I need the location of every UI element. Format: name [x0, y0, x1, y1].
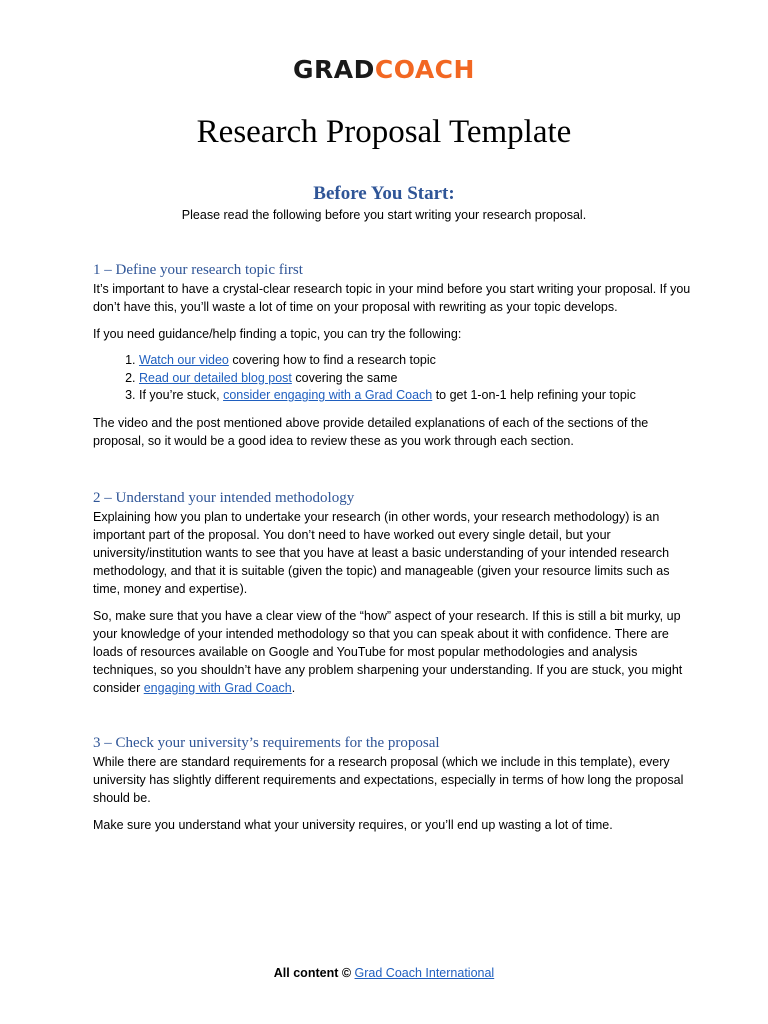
gradcoach-logo — [0, 56, 768, 84]
section-2-heading: 2 – Understand your intended methodology — [93, 489, 355, 506]
resource-list — [93, 352, 693, 405]
section-1-paragraph-2: If you need guidance/help finding a topic, you can try the following: — [93, 327, 462, 341]
section-3-paragraph-1: While there are standard requirements for a research proposal (which we include in this template), every university has slightly different requirements and expectations, especially in terms of how long the proposal should be. — [93, 754, 684, 805]
section-3-heading: 3 – Check your university’s requirements for the proposal — [93, 734, 440, 751]
blog-post-link[interactable]: Read our detailed blog post — [139, 370, 292, 385]
section-1-paragraph-3: The video and the post mentioned above provide detailed explanations of each of the sections of the proposal, so it would be a good idea to review these as you work through each section. — [93, 415, 649, 448]
section-2-paragraph-2: So, make sure that you have a clear view of the “how” aspect of your research. If this is still a bit murky, up your knowledge of your intended methodology so that you can speak about it with confidence. There are loads of resources available on Google and YouTube for most popular methodologies and analysis techniques, so you shouldn’t have any problem sharpening your understanding. If you are stuck, you might consider engaging with Grad Coach. — [93, 608, 683, 695]
logo-grad: GRAD — [293, 55, 375, 84]
section-3 — [93, 733, 693, 834]
document-body — [93, 260, 693, 843]
before-heading: Before You Start: — [313, 183, 455, 204]
engaging-grad-coach-link[interactable]: engaging with Grad Coach — [143, 680, 292, 695]
grad-coach-international-link[interactable]: Grad Coach International — [354, 966, 495, 980]
footer — [0, 964, 768, 982]
section-3-paragraph-2: Make sure you understand what your university requires, or you’ll end up wasting a lot of time. — [93, 817, 613, 832]
page-title: Research Proposal Template — [196, 114, 572, 150]
section-2-paragraph-1: Explaining how you plan to undertake your research (in other words, your research methodology) is an important part of the proposal. You don’t need to have worked out every single detail, but your university/institution wants to see that you have at least a basic understanding of your intended research methodology, and that it is suitable (given the topic) and manageable (given your resource limits such as time, money and expertise). — [93, 509, 670, 596]
section-2 — [93, 488, 693, 697]
logo-coach: COACH — [374, 55, 475, 84]
list-item: 3. If you’re stuck, consider engaging with a Grad Coach to get 1-on-1 help refining your topic — [139, 387, 693, 405]
list-item: 2. Read our detailed blog post covering the same — [139, 370, 693, 388]
section-1-paragraph-1: It’s important to have a crystal-clear research topic in your mind before you start writing your proposal. If you don’t have this, you’ll waste a lot of time on your proposal with rewriting as your topic develops. — [93, 282, 691, 314]
grad-coach-link[interactable]: consider engaging with a Grad Coach — [223, 388, 433, 402]
list-item: 1. Watch our video covering how to find a research topic — [139, 352, 693, 370]
section-1 — [93, 260, 693, 450]
before-intro: Please read the following before you start writing your research proposal. — [181, 208, 587, 222]
section-1-heading: 1 – Define your research topic first — [93, 262, 303, 278]
watch-video-link[interactable]: Watch our video — [139, 353, 229, 367]
footer-label: All content © — [273, 966, 355, 980]
